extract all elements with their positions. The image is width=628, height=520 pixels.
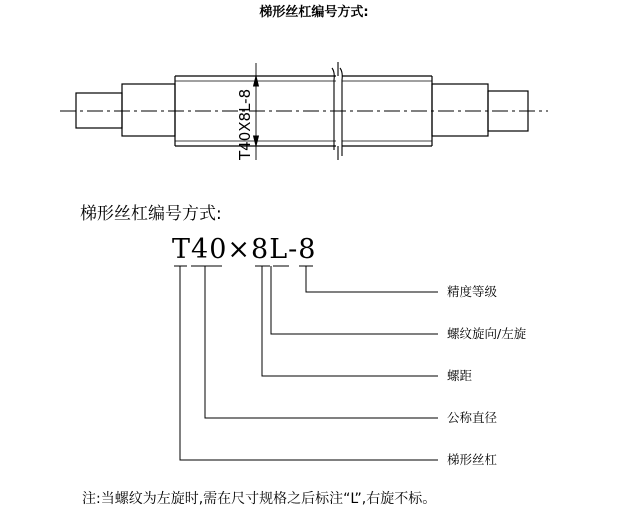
label-pitch: 螺距 [447,368,473,383]
leader-pitch [262,266,438,376]
code-diameter: 40 [191,234,228,265]
label-nominal-diameter: 公称直径 [447,410,498,425]
code-prefix: T [172,234,192,265]
code-grade: 8 [298,234,317,265]
leader-grade [306,266,438,292]
code-dash: - [288,234,299,265]
label-precision-grade: 精度等级 [447,284,498,299]
code-times: × [227,234,251,265]
code-hand: L [269,234,289,265]
top-title: 梯形丝杠编号方式: [259,5,369,20]
note-text: 注:当螺纹为左旋时,需在尺寸规格之后标注“L”,右旋不标。 [82,491,437,507]
leader-diameter [205,266,438,418]
label-trapezoidal-screw: 梯形丝杠 [447,452,498,467]
label-thread-hand: 螺纹旋向/左旋 [447,326,527,341]
sub-title: 梯形丝杠编号方式: [80,204,222,224]
shaft-marking: T40X8L-8 [236,88,254,160]
code-pitch: 8 [251,234,270,265]
leader-prefix [180,266,438,460]
leader-hand [271,266,438,334]
